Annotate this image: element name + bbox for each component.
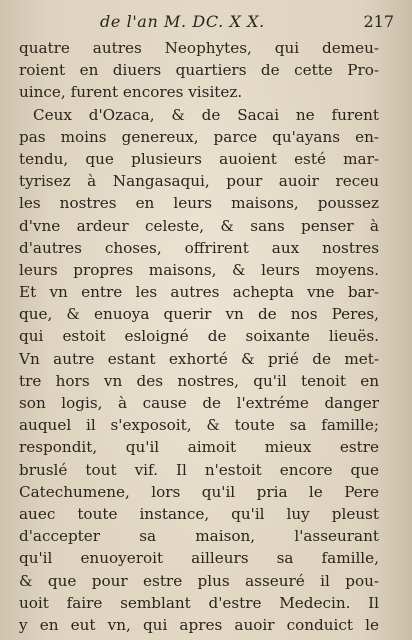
text-line: que, & enuoya querir vn de nos Peres, xyxy=(19,305,379,324)
text-line: respondit, qu'il aimoit mieux estre xyxy=(19,438,379,457)
text-line: auec toute instance, qu'il luy pleust xyxy=(19,504,379,523)
text-line: tyrisez à Nangasaqui, pour auoir receu xyxy=(19,172,379,191)
text-line: leurs propres maisons, & leurs moyens. xyxy=(19,260,379,279)
text-line: qu'il enuoyeroit ailleurs sa famille, xyxy=(19,549,379,568)
text-line: d'vne ardeur celeste, & sans penser à xyxy=(19,216,379,235)
text-line: Ceux d'Ozaca, & de Sacai ne furent xyxy=(33,105,379,124)
text-line: quatre autres Neophytes, qui demeu- xyxy=(19,39,379,57)
page-number: 217 xyxy=(363,12,394,31)
text-line: Vn autre estant exhorté & prié de met- xyxy=(19,349,379,368)
text-line: Et vn entre les autres achepta vne bar- xyxy=(19,283,379,302)
body-text xyxy=(19,37,379,636)
text-line: son logis, à cause de l'extréme danger xyxy=(19,394,379,412)
text-line: Catechumene, lors qu'il pria le Pere xyxy=(19,482,379,501)
text-line: d'accepter sa maison, l'asseurant xyxy=(19,527,379,546)
text-line: tendu, que plusieurs auoient esté mar- xyxy=(19,149,379,168)
text-line: d'autres choses, offrirent aux nostres xyxy=(19,238,379,257)
text-line: bruslé tout vif. Il n'estoit encore que xyxy=(19,460,379,479)
text-line: tre hors vn des nostres, qu'il tenoit en xyxy=(19,371,379,390)
text-line: pas moins genereux, parce qu'ayans en- xyxy=(19,127,379,146)
text-line: & que pour estre plus asseuré il pou- xyxy=(19,571,379,590)
running-title: de l'an M. DC. X X. xyxy=(100,12,265,31)
text-line: y en eut vn, qui apres auoir conduict le xyxy=(19,615,379,634)
text-line: qui estoit esloigné de soixante lieuës. xyxy=(19,327,379,346)
text-line: les nostres en leurs maisons, poussez xyxy=(19,194,379,213)
text-line: auquel il s'exposoit, & toute sa famille; xyxy=(19,416,379,435)
text-line: roient en diuers quartiers de cette Pro- xyxy=(19,61,379,80)
text-line: uince, furent encores visitez. xyxy=(19,83,243,102)
page-header xyxy=(14,12,394,34)
text-line: uoit faire semblant d'estre Medecin. Il xyxy=(19,593,379,612)
